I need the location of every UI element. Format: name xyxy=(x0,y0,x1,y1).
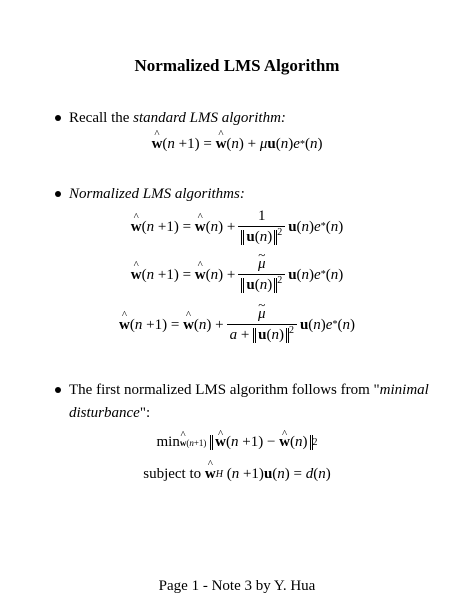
min-operator: min xyxy=(156,434,180,450)
bullet-continuation xyxy=(69,405,150,422)
bullet-minimal-disturbance xyxy=(55,382,429,399)
equation-nlms-1: ^ w ( n +1) = ^ w ( n ) + $\frac{1}{u(n) ^2}$ u ( n ) e * ( n ) xyxy=(0,208,474,246)
bullet-text-emphasis: minimal xyxy=(379,382,429,398)
equation-nlms-3: ^ w ( n +1) = ^ w ( n ) + ~ $\frac{\mu}{a + u(n) ^2}$ u ( n ) e * ( n ) xyxy=(0,306,474,344)
page-title: Normalized LMS Algorithm xyxy=(134,56,340,75)
page-footer: Page 1 - Note 3 by Y. Hua xyxy=(158,578,316,594)
bullet-normalized-lms xyxy=(55,186,245,203)
equation-minimization: min w(n+1) ^ w(n +1) − ^ w(n) 2 xyxy=(0,434,474,451)
equation-standard-lms: ^ w ( n +1) = ^ w ( n ) + μ u ( n ) e * ( n ) xyxy=(0,136,474,153)
bullet-text-prefix: The first normalized LMS algorithm follows from " xyxy=(69,382,380,398)
subject-to-label: subject to xyxy=(143,466,202,482)
bullet-text-emphasis-2: disturbance xyxy=(69,405,140,421)
bullet-text-emphasis: standard LMS algorithm: xyxy=(133,110,286,126)
bullet-text-suffix: ": xyxy=(139,405,151,421)
bullet-text-emphasis: Normalized LMS algorithms: xyxy=(69,186,245,202)
bullet-text-prefix: Recall the xyxy=(69,110,134,126)
bullet-icon xyxy=(55,191,61,197)
equation-nlms-2: ^ w ( n +1) = ^ w ( n ) + ~ $\frac{\mu}{u(n) ^2}$ u ( n ) e * ( n ) xyxy=(0,256,474,294)
bullet-icon xyxy=(55,387,61,393)
bullet-icon xyxy=(55,115,61,121)
equation-constraint: subject to ^ w H ( n +1) u ( n ) = d ( n ) xyxy=(0,466,474,483)
bullet-standard-lms xyxy=(55,110,286,127)
